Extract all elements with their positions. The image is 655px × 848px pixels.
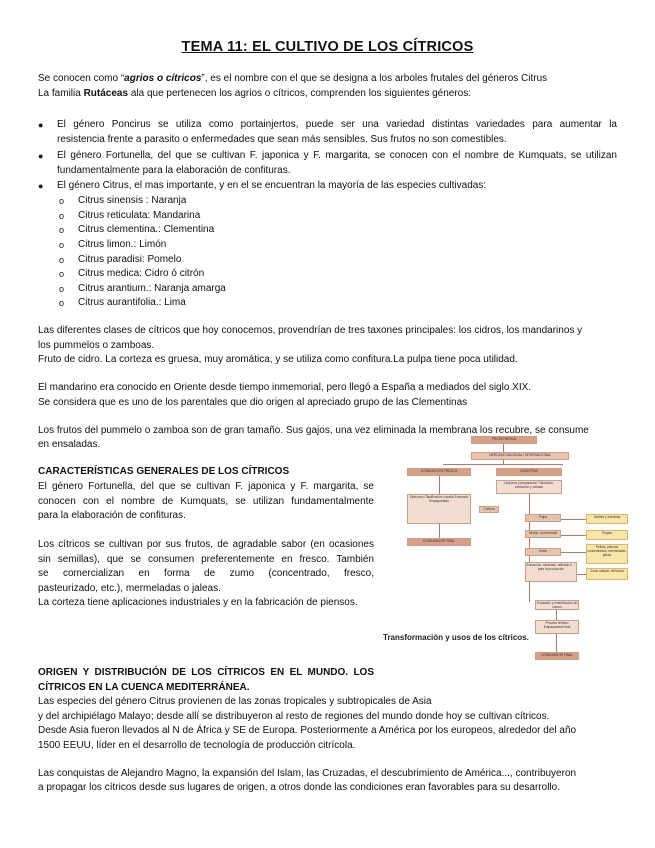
intro-line-1: Se conocen como “agrios o cítricos”, es el nombre con el que se designa a los arboles frutales del géneros Citrus (38, 73, 548, 84)
diagram-connector (561, 535, 586, 536)
diagram-oils: Aceites y esencias (586, 514, 628, 524)
diagram-natural-juice: Zumo natural, refrescos (586, 568, 628, 580)
diagram-connector (561, 552, 586, 553)
paragraph-line: a propagar los cítricos desde sus lugares de origen, a otros donde las condiciones eran favorables para su desarrollo. (38, 782, 560, 793)
bullet-item-fortunella: El género Fortunella, del que se cultivan F. japonica y F. margarita, se conocen con el nombre de Kumquats, se utilizan fundamentalmente para la elaboración de confituras. (57, 150, 617, 176)
diagram-connector (439, 524, 440, 538)
diagram-packaging: Envasado y esterilización de zumos (536, 601, 578, 609)
species-item: Citrus medica: Cidro ó citrón (78, 268, 205, 279)
paragraph-line: en ensaladas. (38, 439, 101, 450)
intro-bold: Rutáceas (83, 88, 129, 99)
species-item: Citrus aurantifolia.: Lima (78, 297, 186, 308)
species-item: Citrus limon.: Limón (78, 239, 167, 250)
section-heading: ORIGEN Y DISTRIBUCIÓN DE LOS CÍTRICOS EN EL MUNDO. LOS CÍTRICOS EN LA CUENCA MEDITERRÁNEA. (38, 667, 374, 693)
circle-bullet-icon: o (59, 225, 65, 235)
bullet-icon: ● (38, 181, 44, 191)
paragraph-line: Desde Asia fueron llevados al N de África y SE de Europa. Posteriormente a América por los europeos, alrededor del año (38, 725, 577, 736)
diagram-corteza: Corteza (479, 506, 499, 513)
diagram-connector (503, 444, 504, 452)
diagram-connector (503, 460, 504, 464)
paragraph-line: Las diferentes clases de cítricos que hoy conocemos, provendrían de tres taxones principales: los cidros, los mandarinos y (38, 325, 583, 336)
diagram-thermal-process: Proceso térmico Empaquetado final (535, 620, 579, 634)
bullet-icon: ● (38, 120, 44, 130)
diagram-connector (439, 476, 440, 494)
diagram-final-consumer: CONSUMIDOR FINAL (407, 538, 471, 546)
paragraph-line: Las especies del género Citrus provienen de las zonas tropicales y subtropicales de Asia (38, 696, 432, 707)
paragraph-line: los pummelos o zamboas. (38, 340, 155, 351)
diagram-fresh-fruit: FRUTA FRESCA (471, 436, 537, 444)
diagram-pulps: Pulpas (586, 530, 628, 540)
intro-line-2: La familia Rutáceas ala que pertenecen los agrios o cítricos, comprenden los siguientes géneros: (38, 88, 472, 99)
bullet-icon: ● (38, 151, 44, 161)
bullet-item-poncirus: El género Poncirus se utiliza como portainjertos, puede ser una variedad distintas variedades para aumentar la resistencia frente a parasito o enfermedades que sean más sensibles. Sus frutos no son comestibles. (57, 119, 617, 145)
circle-bullet-icon: o (59, 240, 65, 250)
citrus-uses-diagram (383, 434, 629, 666)
diagram-zumo: Zumo (525, 548, 561, 556)
paragraph-line: Los frutos del pummelo o zamboa son de gran tamaño. Sus gajos, una vez eliminada la membrana los recubre, se consume (38, 425, 589, 436)
circle-bullet-icon: o (59, 196, 65, 206)
circle-bullet-icon: o (59, 255, 65, 265)
species-item: Citrus sinensis : Naranja (78, 195, 187, 206)
paragraph-line: Se considera que es uno de los parentales que dio origen al apreciado grupo de las Clementinas (38, 397, 468, 408)
circle-bullet-icon: o (59, 298, 65, 308)
circle-bullet-icon: o (59, 211, 65, 221)
diagram-extraction: Extracción, tamizado, refinado e ... para la producción (525, 562, 577, 582)
diagram-connector (443, 464, 563, 465)
diagram-connector (556, 610, 557, 620)
diagram-selection: Selección Clasificación Lavado Encerado Empaquetado (407, 494, 471, 524)
diagram-pulpa: Pulpa (525, 514, 561, 522)
diagram-industry: INDUSTRIA (496, 468, 562, 476)
diagram-fresh-consumption: CONSUMO EN FRESCO (407, 468, 471, 476)
species-item: Citrus paradisi: Pomelo (78, 254, 182, 265)
paragraph-line: y del archipiélago Malayo; desde allí se distribuyeron al resto de regiones del mundo donde hoy se cultivan cítricos. (38, 711, 550, 722)
section1-paragraph-2: Los cítricos se cultivan por sus frutos, de agradable sabor (en ocasiones sin semillas), que se consumen preferentemente en fresco. También se comercializan en forma de zumo (concentrado, fresco, pasteurizado, etc.), mermeladas o jaleas. La corteza tiene aplicaciones industriales y en la fabricación de piensos. (38, 539, 374, 609)
intro-emphasis: agrios o cítricos (124, 73, 202, 84)
paragraph-line: 1500 EEUU, líder en el desarrollo de tecnología de producción citrícola. (38, 740, 356, 751)
diagram-connector (556, 634, 557, 652)
circle-bullet-icon: o (59, 284, 65, 294)
diagram-market: MERCADO NACIONAL / INTERNACIONAL (471, 452, 569, 460)
species-item: Citrus reticulata: Mandarina (78, 210, 201, 221)
diagram-final-consumer-2: CONSUMIDOR FINAL (535, 652, 579, 660)
diagram-nectar: Néctar, concentrado (525, 530, 561, 538)
section1-paragraph-1: El género Fortunella, del que se cultivan F. japonica y F. margarita, se conocen con el nombre de Kumquats, se utilizan fundamentalmente para la elaboración de confituras. (38, 481, 374, 522)
section-heading: CARACTERÍSTICAS GENERALES DE LOS CÍTRICOS (38, 466, 290, 477)
page-title: TEMA 11: EL CULTIVO DE LOS CÍTRICOS (181, 39, 474, 55)
diagram-connector (577, 574, 586, 575)
diagram-industry-prep: Limpieza y preparación Trituración, extracción y cribado (496, 480, 562, 494)
bullet-item-citrus: El género Citrus, el mas importante, y en el se encuentran la mayoría de las especies cultivadas: (57, 180, 487, 191)
diagram-connector (561, 519, 586, 520)
species-item: Citrus clementina.: Clementina (78, 224, 215, 235)
paragraph-line: El mandarino era conocido en Oriente desde tiempo inmemorial, pero llegó a España a mediados del siglo XIX. (38, 382, 532, 393)
diagram-pellets: Pellets, piensos concentrados, mermeladas, jaleas (586, 544, 628, 564)
paragraph-line: Las conquistas de Alejandro Magno, la expansión del Islam, las Cruzadas, el descubrimiento de América..., contribuyeron (38, 768, 577, 779)
diagram-caption: Transformación y usos de los cítricos. (383, 633, 529, 642)
paragraph-line: Fruto de cidro. La corteza es gruesa, muy aromática, y se utiliza como confitura.La pulpa tiene poca utilidad. (38, 354, 518, 365)
species-item: Citrus arantium.: Naranja amarga (78, 283, 226, 294)
circle-bullet-icon: o (59, 269, 65, 279)
